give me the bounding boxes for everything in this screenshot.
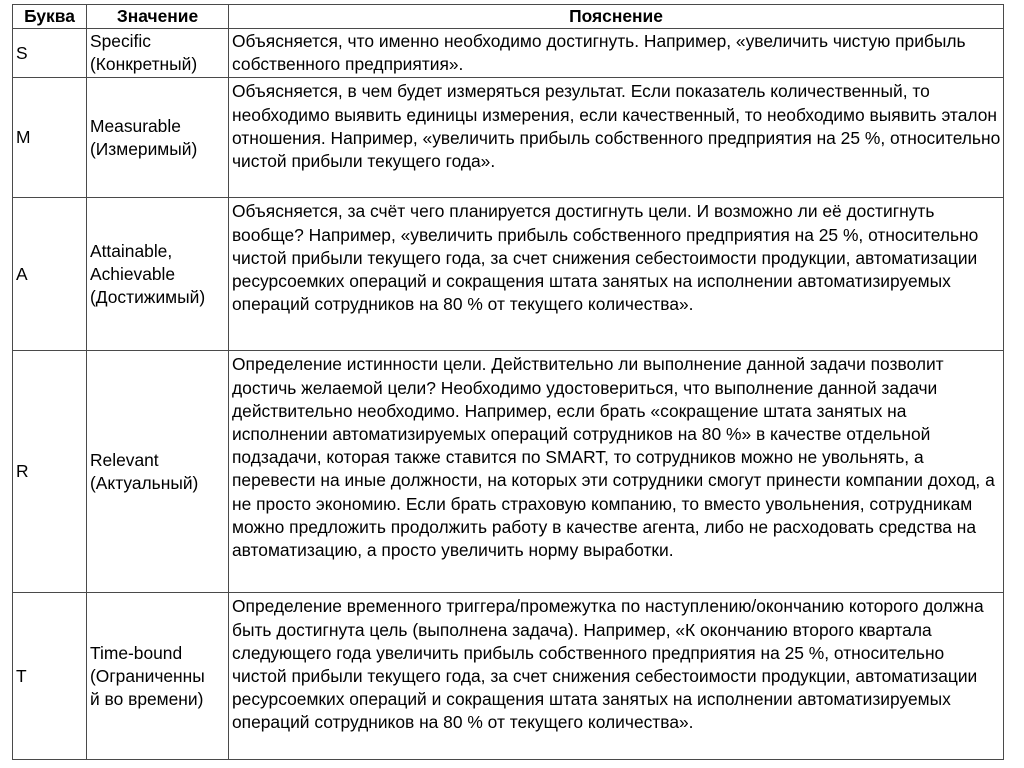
- table-row-attainable: [13, 198, 1004, 351]
- letter-cell: T: [13, 593, 87, 760]
- letter-cell: A: [13, 198, 87, 351]
- meaning-cell: [87, 593, 229, 760]
- meaning-cell: [87, 198, 229, 351]
- meaning-cell: [87, 29, 229, 78]
- meaning-cell: [87, 351, 229, 593]
- table-row-time-bound: [13, 593, 1004, 760]
- meaning-line: Measurable: [90, 115, 181, 136]
- meaning-line: (Измеримый): [90, 138, 198, 159]
- explanation-cell: Объясняется, в чем будет измеряться результат. Если показатель количественный, то необходимо выявить единицы измерения, если качественный, то необходимо выявить эталон отношения. Например, «увеличить прибыль собственного предприятия на 25 %, относительно чистой прибыли текущего года».: [229, 78, 1004, 198]
- smart-criteria-table: [12, 4, 1004, 760]
- explanation-cell: Определение временного триггера/промежутка по наступлению/окончанию которого должна быть достигнута цель (выполнена задача). Например, «К окончанию второго квартала следующего года увеличить прибыль собственного предприятия на 25 %, относительно чистой прибыли текущего года, за счет снижения себестоимости продукции, автоматизации ресурсоемких операций и сокращения штата занятых на исполнении автоматизируемых операций сотрудников на 80 % от текущего количества».: [229, 593, 1004, 760]
- letter-cell: M: [13, 78, 87, 198]
- meaning-line: Relevant: [90, 449, 159, 470]
- meaning-line: Attainable,: [90, 240, 173, 261]
- header-letter: Буква: [13, 5, 87, 29]
- header-meaning: Значение: [87, 5, 229, 29]
- letter-cell: S: [13, 29, 87, 78]
- header-row: [13, 5, 1004, 29]
- meaning-line: (Актуальный): [90, 472, 199, 493]
- letter-cell: R: [13, 351, 87, 593]
- meaning-line: Specific: [90, 31, 151, 51]
- meaning-line: й во времени): [90, 689, 204, 709]
- meaning-line: (Достижимый): [90, 287, 206, 307]
- header-explanation: Пояснение: [229, 5, 1004, 29]
- table-row-measurable: [13, 78, 1004, 198]
- explanation-cell: Объясняется, что именно необходимо достигнуть. Например, «увеличить чистую прибыль собственного предприятия».: [229, 29, 1004, 78]
- meaning-cell: [87, 78, 229, 198]
- meaning-line: (Ограниченны: [90, 665, 205, 686]
- explanation-cell: Определение истинности цели. Действительно ли выполнение данной задачи позволит достичь желаемой цели? Необходимо удостовериться, что выполнение данной задачи действительно необходимо. Например, если брать «сокращение штата занятых на исполнении автоматизируемых операций сотрудников на 80 %» в качестве отдельной подзадачи, которая также ставится по SMART, то сотрудников можно не увольнять, а перевести на иные должности, на которых эти сотрудники смогут принести компании доход, а не просто экономию. Если брать страховую компанию, то вместо увольнения, сотрудникам можно предложить продолжить работу в качестве агента, либо не расходовать средства на автоматизацию, а просто увеличить норму выработки.: [229, 351, 1004, 593]
- meaning-line: (Конкретный): [90, 54, 198, 75]
- meaning-line: Time-bound: [90, 642, 183, 663]
- table-row-specific: [13, 29, 1004, 78]
- table-row-relevant: [13, 351, 1004, 593]
- meaning-line: Achievable: [90, 263, 176, 284]
- explanation-cell: Объясняется, за счёт чего планируется достигнуть цели. И возможно ли её достигнуть вообще? Например, «увеличить прибыль собственного предприятия на 25 %, относительно чистой прибыли текущего года, за счет снижения себестоимости продукции, автоматизации ресурсоемких операций и сокращения штата занятых на исполнении автоматизируемых операций сотрудников на 80 % от текущего количества».: [229, 198, 1004, 351]
